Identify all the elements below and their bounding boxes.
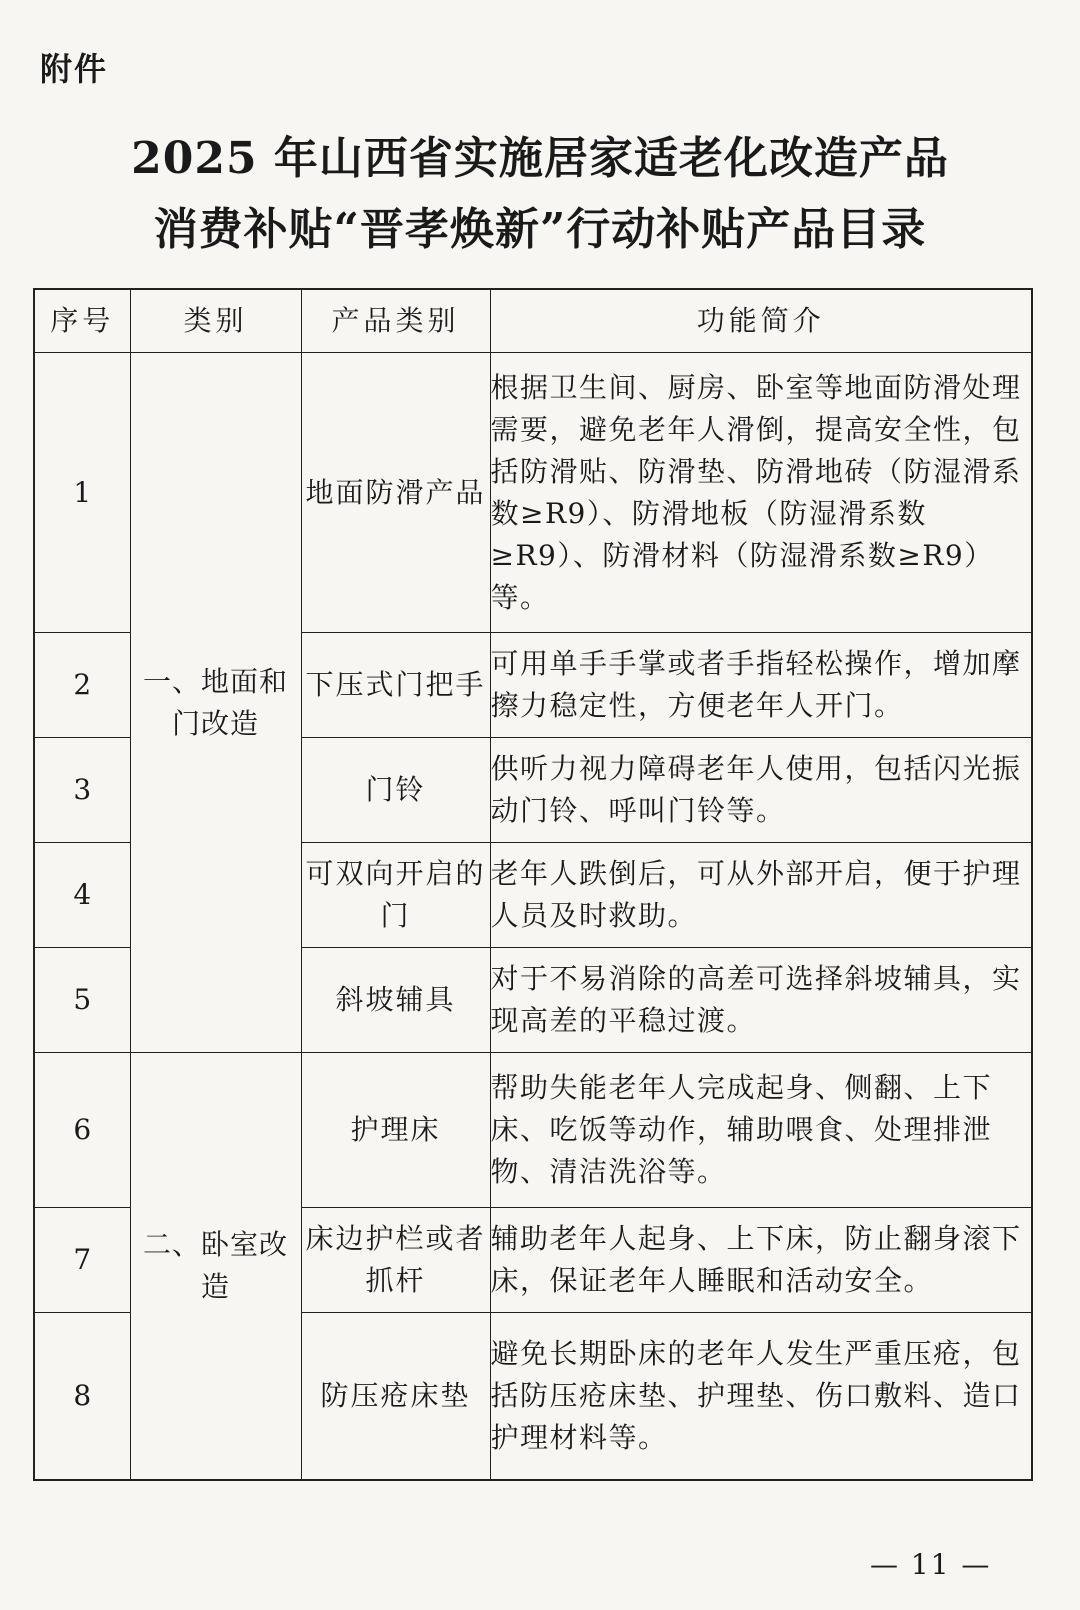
- row-number: 1: [34, 353, 130, 633]
- attachment-label: 附件: [40, 50, 109, 88]
- header-number: 序号: [34, 289, 130, 353]
- product-name: 斜坡辅具: [301, 948, 490, 1053]
- product-name: 护理床: [301, 1053, 490, 1208]
- table-header-row: [34, 289, 1032, 353]
- product-name: 床边护栏或者抓杆: [301, 1208, 490, 1313]
- page-number: — 11 —: [870, 1548, 992, 1581]
- header-function-description: 功能简介: [490, 289, 1032, 353]
- table-row: [34, 353, 1032, 633]
- document-title-line-1: 2025 年山西省实施居家适老化改造产品: [131, 133, 949, 184]
- row-number: 5: [34, 948, 130, 1053]
- function-description: 根据卫生间、厨房、卧室等地面防滑处理需要，避免老年人滑倒，提高安全性，包括防滑贴、防滑垫、防滑地砖（防湿滑系数≥R9）、防滑地板（防湿滑系数≥R9）、防滑材料（防湿滑系数≥R9）等。: [490, 353, 1032, 633]
- function-description: 供听力视力障碍老年人使用，包括闪光振动门铃、呼叫门铃等。: [490, 738, 1032, 843]
- function-description: 对于不易消除的高差可选择斜坡辅具，实现高差的平稳过渡。: [490, 948, 1032, 1053]
- row-number: 8: [34, 1313, 130, 1480]
- category-cell: 二、卧室改造: [130, 1053, 301, 1480]
- row-number: 2: [34, 633, 130, 738]
- document-title-line-2: 消费补贴“晋孝焕新”行动补贴产品目录: [153, 204, 927, 255]
- product-name: 门铃: [301, 738, 490, 843]
- function-description: 避免长期卧床的老年人发生严重压疮，包括防压疮床垫、护理垫、伤口敷料、造口护理材料等。: [490, 1313, 1032, 1480]
- product-name: 防压疮床垫: [301, 1313, 490, 1480]
- header-product-category: 产品类别: [301, 289, 490, 353]
- header-category: 类别: [130, 289, 301, 353]
- product-catalog-table: [33, 288, 1033, 1481]
- table-row: [34, 1053, 1032, 1208]
- row-number: 6: [34, 1053, 130, 1208]
- row-number: 7: [34, 1208, 130, 1313]
- product-name: 可双向开启的门: [301, 843, 490, 948]
- product-name: 下压式门把手: [301, 633, 490, 738]
- product-name: 地面防滑产品: [301, 353, 490, 633]
- category-cell: 一、地面和门改造: [130, 353, 301, 1053]
- function-description: 辅助老年人起身、上下床，防止翻身滚下床，保证老年人睡眠和活动安全。: [490, 1208, 1032, 1313]
- function-description: 可用单手手掌或者手指轻松操作，增加摩擦力稳定性，方便老年人开门。: [490, 633, 1032, 738]
- function-description: 老年人跌倒后，可从外部开启，便于护理人员及时救助。: [490, 843, 1032, 948]
- row-number: 3: [34, 738, 130, 843]
- function-description: 帮助失能老年人完成起身、侧翻、上下床、吃饭等动作，辅助喂食、处理排泄物、清洁洗浴等。: [490, 1053, 1032, 1208]
- row-number: 4: [34, 843, 130, 948]
